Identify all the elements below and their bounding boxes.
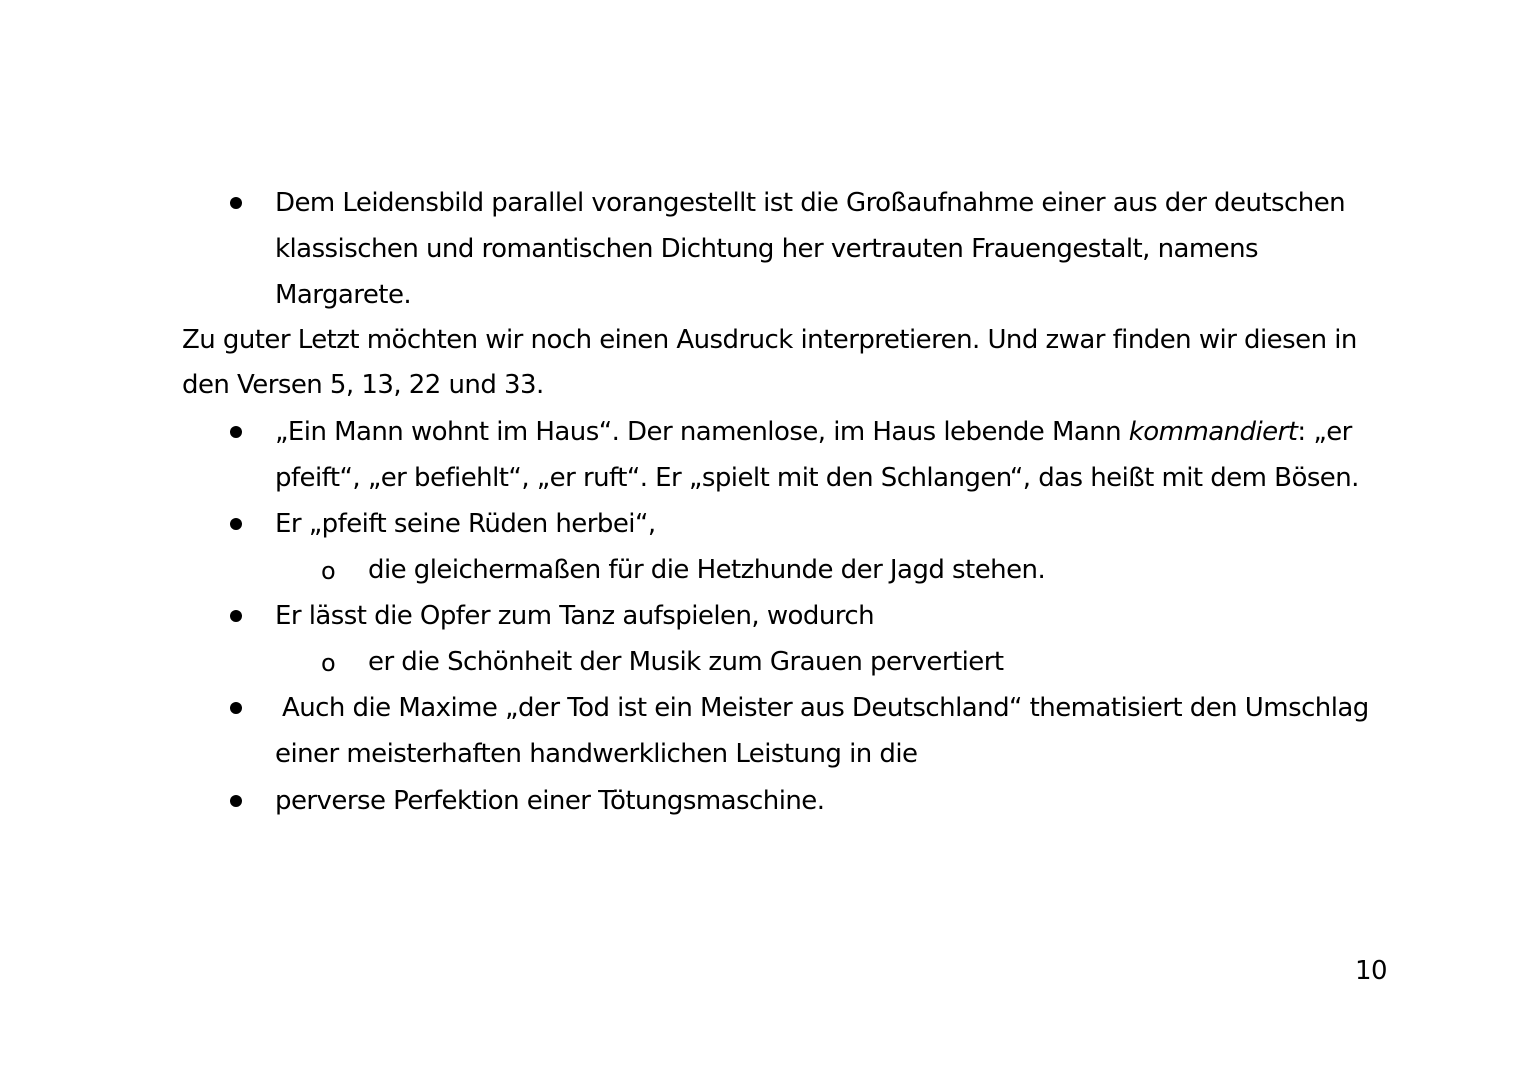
bullet2-line1-italic: kommandiert [1128,417,1298,447]
bullet2-line1-end: : „er [1297,417,1352,447]
bullet-marker [230,426,242,438]
sub-bullet-marker: o [321,557,336,585]
bullet5-line1: Auch die Maxime „der Tod ist ein Meister aus Deutschland“ thematisiert den Umschlag [282,693,1369,723]
bullet2-line1-start: „Ein Mann wohnt im Haus“. Der namenlose, im Haus lebende Mann [275,417,1129,447]
bullet-marker [230,702,242,714]
bullet-marker [230,795,242,807]
bullet2-line1 [275,417,1352,447]
page-number: 10 [1355,956,1388,986]
bullet3-sub1: die gleichermaßen für die Hetzhunde der Jagd stehen. [368,555,1046,585]
sub-bullet-marker: o [321,649,336,677]
bullet1-line2: klassischen und romantischen Dichtung her vertrauten Frauengestalt, namens [275,234,1259,264]
bullet6-line1: perverse Perfektion einer Tötungsmaschine. [275,786,825,816]
paragraph-line2: den Versen 5, 13, 22 und 33. [182,370,544,400]
paragraph-line1: Zu guter Letzt möchten wir noch einen Ausdruck interpretieren. Und zwar finden wir diesen in [182,325,1357,355]
bullet2-line2: pfeift“, „er befiehlt“, „er ruft“. Er „spielt mit den Schlangen“, das heißt mit dem Bösen. [275,463,1359,493]
bullet1-line1: Dem Leidensbild parallel vorangestellt ist die Großaufnahme einer aus der deutschen [275,188,1346,218]
bullet3-line1: Er „pfeift seine Rüden herbei“, [275,509,656,539]
bullet4-sub1: er die Schönheit der Musik zum Grauen pervertiert [368,647,1004,677]
bullet-marker [230,610,242,622]
bullet-marker [230,197,242,209]
bullet4-line1: Er lässt die Opfer zum Tanz aufspielen, wodurch [275,601,875,631]
bullet-marker [230,518,242,530]
bullet5-line2: einer meisterhaften handwerklichen Leistung in die [275,739,918,769]
bullet1-line3: Margarete. [275,280,412,310]
